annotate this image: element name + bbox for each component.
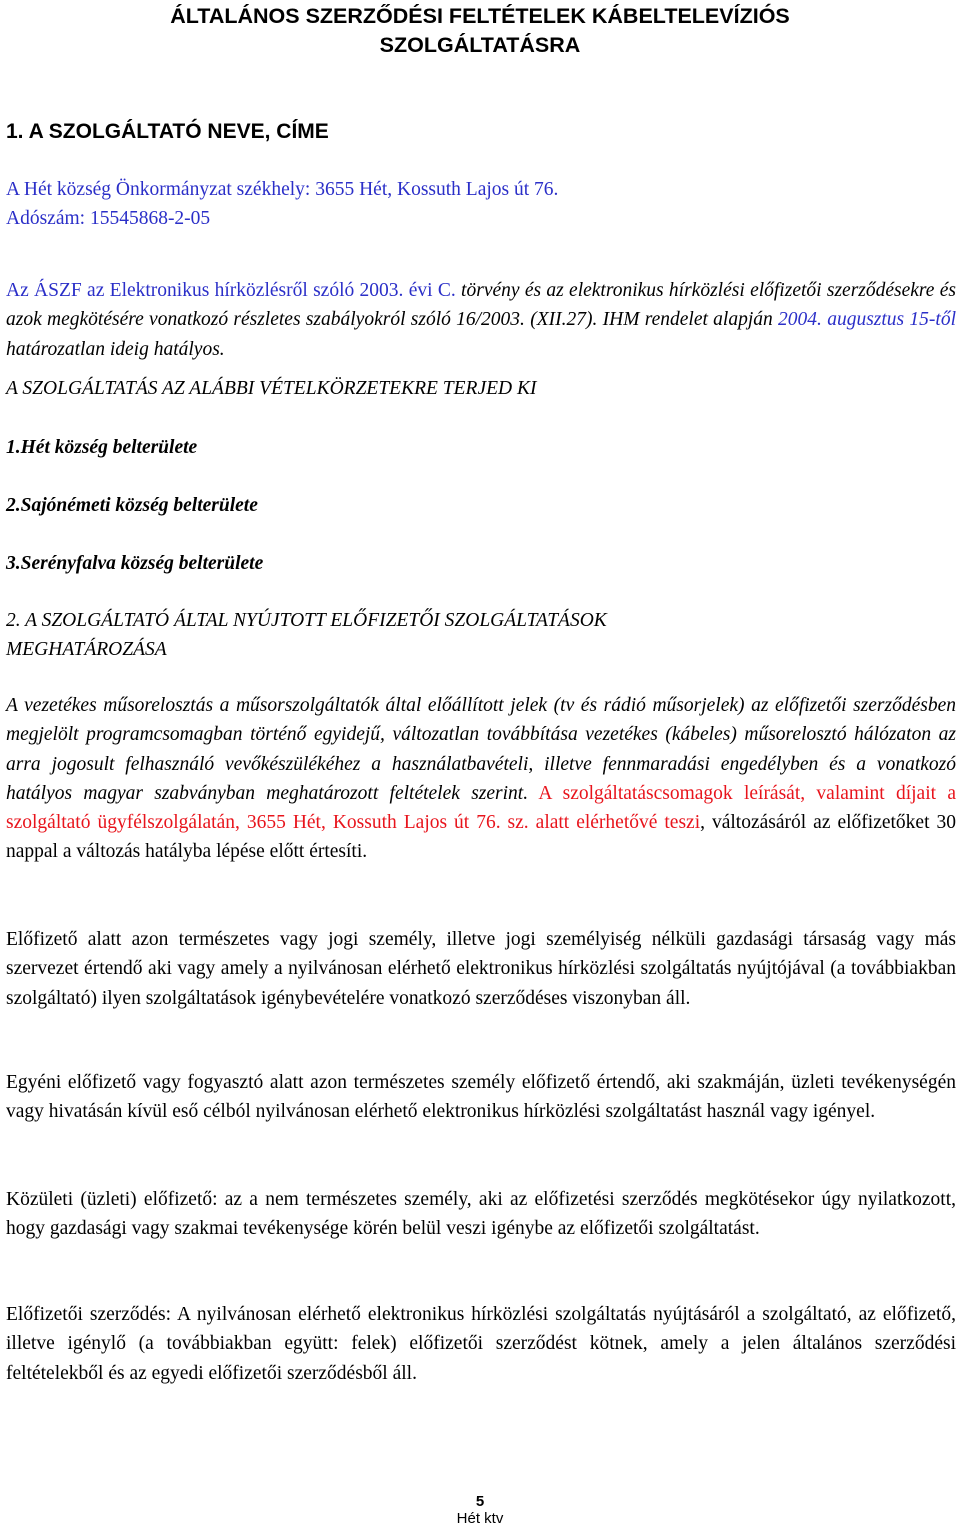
- provider-address: A Hét község Önkormányzat székhely: 3655 Hét, Kossuth Lajos út 76.: [6, 179, 559, 200]
- area-item: 1.Hét község belterülete: [6, 437, 198, 458]
- paragraph-vezetekes: A vezetékes műsorelosztás a műsorszolgáltatók által előállított jelek (tv és rádió műsorjelek) az előfizetői szerződésben megjelölt programcsomagban történő egyidejű, változatlan továbbítása vezetékes (kábeles) műsorelosztó hálózaton az arra jogosult felhasználó vevőkészülékéhez a használatbavételi, illetve fennmaradási engedélyben és a vonatkozó hatályos magyar szabványban meghatározott feltételek szerint. A szolgáltatáscsomagok leírását, valamint díjait a szolgáltató ügyfélszolgálatán, 3655 Hét, Kossuth Lajos út 76. sz. alatt elérhetővé teszi, változásáról az előfizetőket 30 nappal a változás hatályba lépése előtt értesíti.: [6, 695, 956, 863]
- paragraph-kozuleti: Közületi (üzleti) előfizető: az a nem természetes személy, aki az előfizetési szerződés megkötésekor úgy nyilatkozott, hogy gazdasági vagy szakmai tevékenysége körén belül veszi igénybe az előfizetői szolgáltatást.: [6, 1189, 956, 1240]
- title-line-2: SZOLGÁLTATÁSRA: [379, 33, 581, 57]
- title-line-1: ÁLTALÁNOS SZERZŐDÉSI FELTÉTELEK KÁBELTELEVÍZIÓS: [170, 4, 790, 28]
- aszf-effective-date: 2004. augusztus 15-től: [778, 309, 956, 331]
- section-2-heading-line-2: MEGHATÁROZÁSA: [6, 639, 167, 660]
- aszf-paragraph: [6, 276, 956, 364]
- page-number: 5: [475, 1493, 485, 1510]
- aszf-part-4: határozatlan ideig hatályos.: [6, 338, 225, 360]
- areas-heading: A SZOLGÁLTATÁS AZ ALÁBBI VÉTELKÖRZETEKRE TERJED KI: [6, 378, 537, 399]
- aszf-part-1: Az ÁSZF az Elektronikus hírközlésről szóló 2003. évi C.: [6, 280, 456, 301]
- paragraph-elofizeto: Előfizető alatt azon természetes vagy jogi személy, illetve jogi személyiség nélküli gazdasági társaság vagy más szervezet értendő aki vagy amely a nyilvánosan elérhető elektronikus hírközlési szolgáltatás nyújtójával (a továbbiakban szolgáltató) ilyen szolgáltatások igénybevételére vonatkozó szerződéses viszonyban áll.: [6, 929, 956, 1009]
- area-item: 3.Serényfalva község belterülete: [6, 553, 264, 574]
- provider-tax-number: Adószám: 15545868-2-05: [6, 208, 211, 229]
- paragraph-szerzodes: Előfizetői szerződés: A nyilvánosan elérhető elektronikus hírközlési szolgáltatás nyújtásáról a szolgáltató, az előfizető, illetve igénylő (a továbbiakban együtt: felek) előfizetői szerződést kötnek, amely a jelen általános szerződési feltételekből és az egyedi előfizetői szerződésből áll.: [6, 1304, 956, 1384]
- area-item: 2.Sajónémeti község belterülete: [6, 495, 258, 516]
- document-title: [0, 2, 960, 60]
- footer-label: Hét ktv: [456, 1510, 504, 1527]
- section-1-heading: 1. A SZOLGÁLTATÓ NEVE, CÍME: [6, 120, 329, 143]
- section-2-heading-line-1: 2. A SZOLGÁLTATÓ ÁLTAL NYÚJTOTT ELŐFIZETŐI SZOLGÁLTATÁSOK: [6, 610, 607, 631]
- service-packages-note: A szolgáltatáscsomagok leírását, valamint díjait a szolgáltató ügyfélszolgálatán, 3655 Hét, Kossuth Lajos út 76. sz. alatt elérhetővé teszi: [6, 782, 956, 834]
- section-2-heading: [6, 606, 956, 664]
- aszf-part-2: törvény és az elektronikus hírközlési előfizetői szerződésekre és azok megkötésére vonatkozó részletes szabályokról szóló 16/2003. (XII.27). IHM rendelet alapján: [6, 280, 957, 331]
- paragraph-egyeni: Egyéni előfizető vagy fogyasztó alatt azon természetes személy előfizető értendő, aki szakmáján, üzleti tevékenységén vagy hivatásán kívül eső célból nyilvánosan elérhető elektronikus hírközlési szolgáltatást használ vagy igényel.: [6, 1072, 956, 1123]
